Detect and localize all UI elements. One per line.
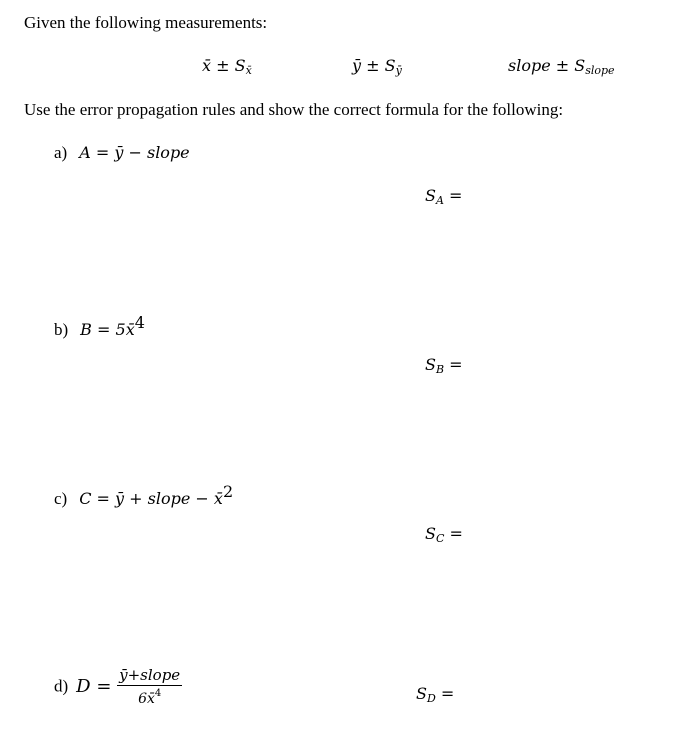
problem-d-label: d) (54, 676, 69, 696)
problem-d-lhs: D (76, 676, 91, 697)
slope-pm: ± (550, 56, 575, 75)
problem-b-eq: = (91, 320, 116, 339)
problem-a-label: a) (54, 143, 68, 162)
problem-a (54, 143, 190, 163)
y-pm: ± (361, 56, 385, 75)
answer-c-eq: = (444, 524, 463, 543)
slope-symbol: slope (508, 56, 551, 75)
x-symbol: x̄ (202, 56, 212, 75)
answer-d (416, 684, 454, 705)
answer-b-eq: = (444, 355, 463, 374)
problem-b (54, 313, 145, 340)
answer-c-s: S (425, 524, 436, 543)
problem-b-label: b) (54, 320, 69, 339)
x-pm: ± (211, 56, 235, 75)
problem-d-eq: = (90, 676, 118, 697)
problem-a-rhs: ȳ − slope (114, 143, 190, 162)
answer-a-eq: = (443, 186, 463, 205)
problem-b-lhs: B (80, 320, 92, 339)
answer-d-eq: = (435, 684, 455, 703)
measurement-x (202, 56, 252, 77)
problem-d-den-sup: 4 (154, 688, 162, 699)
answer-d-s: S (416, 684, 427, 703)
answer-c (425, 524, 463, 545)
problem-c-eq: = (91, 489, 116, 508)
y-s-sub: ȳ (395, 64, 402, 77)
problem-a-lhs: A (79, 143, 91, 162)
problem-a-eq: = (90, 143, 115, 162)
answer-b-sub: B (435, 363, 445, 376)
problem-c-sup: 2 (222, 482, 234, 501)
answer-b (425, 355, 463, 376)
intro-text: Given the following measurements: (24, 13, 268, 32)
y-symbol: ȳ (352, 56, 362, 75)
problem-c (54, 482, 233, 509)
problem-d-den-base: 6x̄ (138, 691, 155, 707)
slope-s-sub: slope (585, 64, 615, 77)
problem-d (54, 666, 182, 707)
answer-b-s: S (425, 355, 436, 374)
problem-d-fraction (117, 666, 182, 707)
x-s-sub: x̄ (245, 64, 252, 77)
problem-c-rhs: ȳ + slope − x̄ (115, 489, 223, 508)
answer-c-sub: C (435, 532, 445, 545)
measurement-slope (508, 56, 615, 77)
x-s: S (234, 56, 246, 75)
problem-c-label: c) (54, 489, 68, 508)
slope-s: S (574, 56, 586, 75)
y-s: S (384, 56, 396, 75)
answer-a-sub: A (435, 194, 444, 207)
answer-a-s: S (425, 186, 436, 205)
answer-a (425, 186, 462, 207)
problem-d-numerator: ȳ+slope (119, 666, 181, 684)
problem-d-denominator (117, 686, 182, 707)
problem-b-rhs: 5x̄ (115, 320, 135, 339)
problem-c-lhs: C (79, 489, 92, 508)
answer-d-sub: D (426, 692, 436, 705)
measurement-y (352, 56, 402, 77)
problem-b-sup: 4 (134, 313, 145, 332)
instruction-text: Use the error propagation rules and show the correct formula for the following: (24, 100, 564, 119)
